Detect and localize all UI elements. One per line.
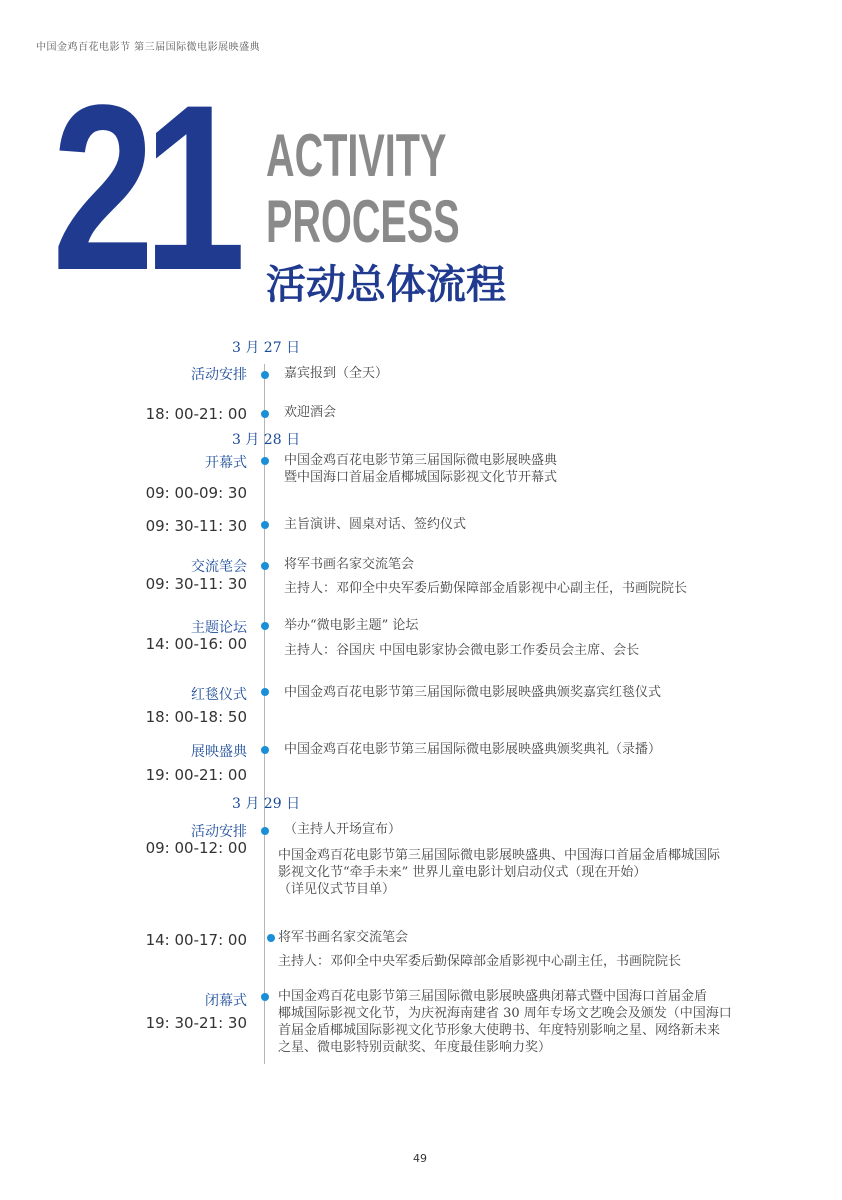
event-description: 主持人：谷国庆 中国电影家协会微电影工作委员会主席、会长 bbox=[284, 643, 640, 658]
timeline-dot bbox=[261, 746, 269, 754]
event-label: 展映盛典 bbox=[191, 744, 247, 760]
chapter-title-en-line1: ACTIVITY bbox=[266, 122, 447, 189]
timeline-dot bbox=[261, 371, 269, 379]
timeline-dot bbox=[261, 827, 269, 835]
timeline-axis bbox=[264, 364, 265, 1064]
event-time: 14: 00-17: 00 bbox=[145, 931, 247, 949]
event-time: 18: 00-21: 00 bbox=[145, 405, 247, 423]
event-description: 主持人：邓仰全中央军委后勤保障部金盾影视中心副主任，书画院院长 bbox=[278, 954, 682, 969]
page-number: 49 bbox=[413, 1152, 427, 1165]
event-label: 闭幕式 bbox=[205, 993, 247, 1009]
date-heading-day3: 3 月 29 日 bbox=[232, 796, 301, 812]
running-header: 中国金鸡百花电影节 第三届国际微电影展映盛典 bbox=[36, 42, 261, 53]
timeline-dot bbox=[261, 622, 269, 630]
event-description: 影视文化节“牵手未来” 世界儿童电影计划启动仪式（现在开始） bbox=[278, 865, 647, 880]
event-description: 中国金鸡百花电影节第三届国际微电影展映盛典颁奖典礼（录播） bbox=[284, 742, 662, 757]
event-description: 中国金鸡百花电影节第三届国际微电影展映盛典、中国海口首届金盾椰城国际 bbox=[278, 848, 721, 863]
event-description: 主旨演讲、圆桌对话、签约仪式 bbox=[284, 517, 467, 532]
event-time: 09: 00-12: 00 bbox=[145, 839, 247, 857]
chapter-title-en-line2: PROCESS bbox=[266, 188, 460, 255]
timeline-dot bbox=[261, 993, 269, 1001]
event-description: 欢迎酒会 bbox=[284, 405, 337, 420]
event-label: 交流笔会 bbox=[191, 559, 247, 575]
event-label: 活动安排 bbox=[191, 824, 247, 840]
timeline-dot bbox=[261, 688, 269, 696]
event-label: 红毯仪式 bbox=[191, 687, 247, 703]
event-time: 19: 30-21: 30 bbox=[145, 1014, 247, 1032]
event-description: 暨中国海口首届金盾椰城国际影视文化节开幕式 bbox=[284, 470, 558, 485]
date-heading-day2: 3 月 28 日 bbox=[232, 432, 301, 448]
event-description: 中国金鸡百花电影节第三届国际微电影展映盛典 bbox=[284, 453, 558, 468]
event-description: 举办“微电影主题” 论坛 bbox=[284, 618, 419, 633]
event-description: 将军书画名家交流笔会 bbox=[284, 557, 415, 572]
event-label: 主题论坛 bbox=[191, 620, 247, 636]
event-description: 嘉宾报到（全天） bbox=[284, 366, 389, 381]
event-description: 椰城国际影视文化节，为庆祝海南建省 30 周年专场文艺晚会及颁发（中国海口 bbox=[278, 1006, 732, 1021]
timeline-dot bbox=[261, 457, 269, 465]
event-description: 中国金鸡百花电影节第三届国际微电影展映盛典闭幕式暨中国海口首届金盾 bbox=[278, 989, 708, 1004]
event-description: 将军书画名家交流笔会 bbox=[278, 930, 409, 945]
date-heading-day1: 3 月 27 日 bbox=[232, 340, 301, 356]
event-description: （详见仪式节目单） bbox=[278, 882, 396, 897]
event-description: 中国金鸡百花电影节第三届国际微电影展映盛典颁奖嘉宾红毯仪式 bbox=[284, 685, 662, 700]
event-time: 09: 30-11: 30 bbox=[145, 575, 247, 593]
chapter-number: 21 bbox=[52, 56, 235, 320]
event-time: 14: 00-16: 00 bbox=[145, 635, 247, 653]
event-time: 19: 00-21: 00 bbox=[145, 766, 247, 784]
timeline-dot bbox=[261, 521, 269, 529]
event-description: 首届金盾椰城国际影视文化节形象大使聘书、年度特别影响之星、网络新未来 bbox=[278, 1023, 721, 1038]
event-description: 之星、微电影特别贡献奖、年度最佳影响力奖） bbox=[278, 1040, 552, 1055]
timeline-dot bbox=[261, 410, 269, 418]
timeline-dot bbox=[267, 934, 275, 942]
chapter-title-cn: 活动总体流程 bbox=[266, 262, 506, 308]
event-description: 主持人：邓仰全中央军委后勤保障部金盾影视中心副主任，书画院院长 bbox=[284, 581, 688, 596]
event-label: 开幕式 bbox=[205, 455, 247, 471]
event-time: 09: 00-09: 30 bbox=[145, 484, 247, 502]
timeline-dot bbox=[261, 562, 269, 570]
event-description: （主持人开场宣布） bbox=[284, 822, 402, 837]
event-time: 18: 00-18: 50 bbox=[145, 708, 247, 726]
event-time: 09: 30-11: 30 bbox=[145, 517, 247, 535]
event-label: 活动安排 bbox=[191, 367, 247, 383]
